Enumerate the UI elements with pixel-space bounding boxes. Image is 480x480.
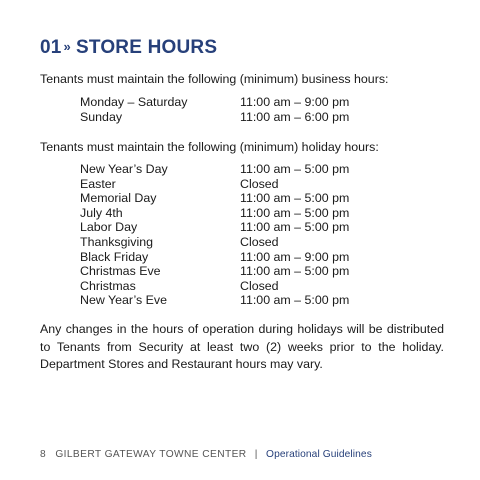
day-label: Memorial Day <box>80 191 157 206</box>
hours-value: 11:00 am – 5:00 pm <box>240 264 350 279</box>
table-row <box>80 110 380 125</box>
day-label: New Year’s Day <box>80 162 168 176</box>
section-number: 01 <box>40 37 62 58</box>
hours-value: 11:00 am – 5:00 pm <box>240 293 350 308</box>
footer-separator: | <box>254 449 258 460</box>
table-row <box>80 250 380 265</box>
day-label: Black Friday <box>80 249 149 264</box>
table-row <box>80 177 380 192</box>
center-name: GILBERT GATEWAY TOWNE CENTER <box>55 449 247 460</box>
day-label: Easter <box>80 176 116 191</box>
table-row <box>80 191 380 206</box>
hours-value: 11:00 am – 5:00 pm <box>240 220 350 235</box>
day-label: Labor Day <box>80 220 138 235</box>
table-row <box>80 220 380 235</box>
section-title: STORE HOURS <box>75 37 218 58</box>
holiday-hours-intro: Tenants must maintain the following (minimum) holiday hours: <box>40 140 379 154</box>
hours-value: 11:00 am – 9:00 pm <box>240 249 350 264</box>
hours-value: Closed <box>240 278 279 293</box>
table-row <box>80 206 380 221</box>
day-label: Monday – Saturday <box>80 95 188 109</box>
table-row <box>80 162 380 177</box>
hours-value: 11:00 am – 5:00 pm <box>240 205 350 220</box>
day-label: Christmas Eve <box>80 264 161 279</box>
business-hours-intro: Tenants must maintain the following (minimum) business hours: <box>40 72 389 86</box>
hours-value: 11:00 am – 5:00 pm <box>240 191 350 206</box>
table-row <box>80 264 380 279</box>
day-label: New Year’s Eve <box>80 293 168 308</box>
day-label: Christmas <box>80 278 136 293</box>
hours-value: 11:00 am – 5:00 pm <box>240 162 350 176</box>
hours-value: Closed <box>240 234 279 249</box>
chevron-right-icon: » <box>63 39 71 54</box>
table-row <box>80 235 380 250</box>
day-label: July 4th <box>80 205 123 220</box>
day-label: Thanksgiving <box>80 234 154 249</box>
holiday-changes-note: Any changes in the hours of operation during holidays will be distributed to Tenants from Security at least two (2) weeks prior to the holiday. Department Stores and Restaurant hours may vary. <box>40 322 444 371</box>
table-row <box>80 279 380 294</box>
hours-value: 11:00 am – 6:00 pm <box>240 109 350 124</box>
table-row <box>80 293 380 308</box>
holiday-hours-table <box>80 162 380 308</box>
section-heading <box>40 37 217 59</box>
page-footer <box>40 449 372 460</box>
hours-value: 11:00 am – 9:00 pm <box>240 95 350 109</box>
day-label: Sunday <box>80 109 123 124</box>
business-hours-table <box>80 95 380 124</box>
guide-title: Operational Guidelines <box>266 449 372 460</box>
table-row <box>80 95 380 110</box>
page-number: 8 <box>40 449 47 460</box>
hours-value: Closed <box>240 176 279 191</box>
